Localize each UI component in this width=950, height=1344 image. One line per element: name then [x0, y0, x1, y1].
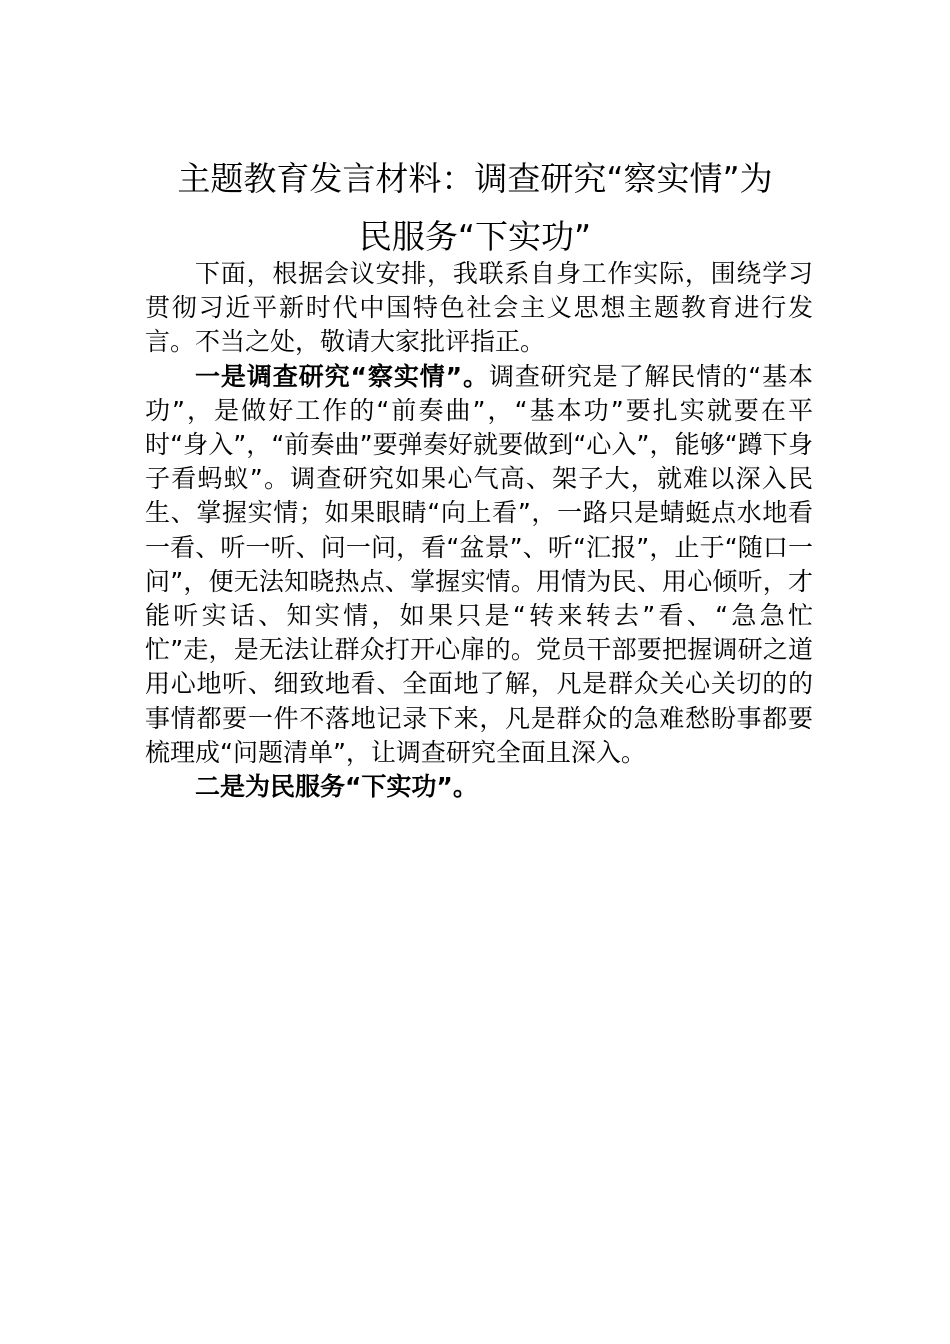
document-title: [120, 150, 830, 266]
paragraph-point-two: [145, 770, 813, 804]
title-line-1: 主题教育发言材料：调查研究“察实情”为: [177, 159, 773, 199]
paragraph-lead: 一是调查研究“察实情”。: [195, 361, 489, 391]
paragraph-lead: 二是为民服务“下实功”。: [195, 772, 478, 802]
document-body: [145, 257, 813, 804]
paragraph-intro: [145, 257, 813, 360]
title-line-2: 民服务“下实功”: [358, 217, 592, 257]
paragraph-text: 调查研究是了解民情的“基本功”，是做好工作的“前奏曲”，“基本功”要扎实就要在平时“身入”，“前奏曲”要弹奏好就要做到“心入”，能够“蹲下身子看蚂蚁”。调查研究如果心气高、架子大，就难以深入民生、掌握实情；如果眼睛“向上看”，一路只是蜻蜓点水地看一看、听一听、问一问，看“盆景”、听“汇报”，止于“随口一问”，便无法知晓热点、掌握实情。用情为民、用心倾听，才能听实话、知实情，如果只是“转来转去”看、“急急忙忙”走，是无法让群众打开心扉的。党员干部要把握调研之道用心地听、细致地看、全面地了解，凡是群众关心关切的的事情都要一件不落地记录下来，凡是群众的急难愁盼事都要梳理成“问题清单”，让调查研究全面且深入。: [145, 361, 813, 767]
paragraph-text: 下面，根据会议安排，我联系自身工作实际，围绕学习贯彻习近平新时代中国特色社会主义思想主题教育进行发言。不当之处，敬请大家批评指正。: [145, 259, 813, 357]
paragraph-point-one: [145, 360, 813, 770]
